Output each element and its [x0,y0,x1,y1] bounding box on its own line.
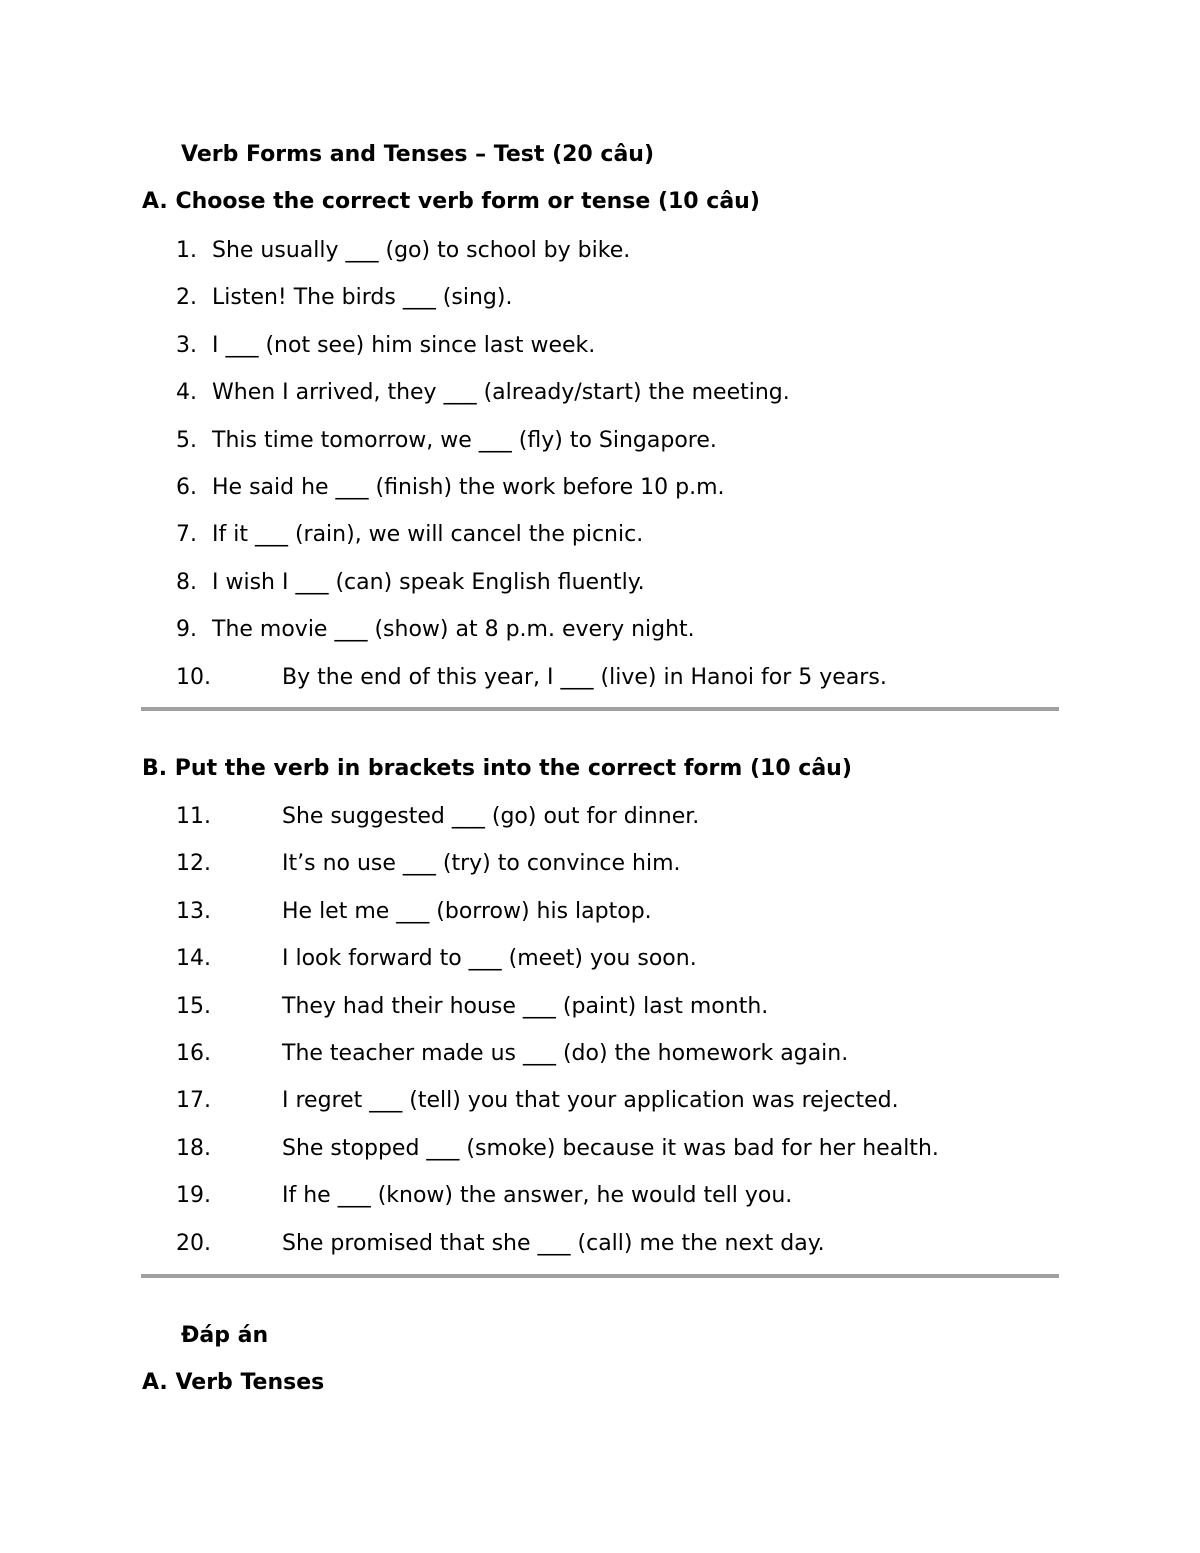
question-text: If it ___ (rain), we will cancel the picnic. [212,522,644,548]
question-number: 19. [176,1183,211,1209]
question-item [176,840,681,887]
question-number: 18. [176,1135,211,1161]
question-item [176,322,596,369]
section-b-heading: B. Put the verb in brackets into the correct form (10 câu) [142,756,852,781]
question-number: 15. [176,993,211,1019]
question-text: She promised that she ___ (call) me the next day. [282,1230,825,1256]
question-item [176,1172,793,1219]
question-text: She suggested ___ (go) out for dinner. [282,804,700,829]
question-number: 5. [176,427,197,453]
question-number: 14. [176,946,211,972]
question-item [176,935,697,982]
question-number: 7. [176,522,197,548]
question-item [176,793,700,840]
question-number: 3. [176,332,197,358]
question-number: 4. [176,380,197,406]
question-text: He said he ___ (finish) the work before 10 p.m. [212,474,725,500]
question-text: If he ___ (know) the answer, he would tell you. [282,1183,793,1209]
question-number: 11. [176,804,211,829]
section-b-question-list [176,793,939,1267]
question-text: The movie ___ (show) at 8 p.m. every night. [212,617,695,643]
question-text: He let me ___ (borrow) his laptop. [282,898,652,924]
section-a-question-list [176,227,887,701]
question-text: They had their house ___ (paint) last month. [282,993,769,1019]
question-item [176,1125,939,1172]
question-item [176,464,725,511]
question-text: I look forward to ___ (meet) you soon. [282,946,697,972]
question-number: 6. [176,474,197,500]
question-item [176,1077,899,1124]
page-title: Verb Forms and Tenses – Test (20 câu) [181,142,654,167]
question-number: 8. [176,569,197,595]
horizontal-rule [141,1274,1059,1278]
question-number: 13. [176,898,211,924]
question-item [176,369,790,416]
horizontal-rule [141,707,1059,711]
section-a-heading: A. Choose the correct verb form or tense (10 câu) [142,189,760,214]
question-text: I wish I ___ (can) speak English fluently. [212,569,645,595]
question-item [176,274,513,321]
question-text: When I arrived, they ___ (already/start) the meeting. [212,380,790,406]
question-text: The teacher made us ___ (do) the homework again. [282,1040,849,1066]
question-number: 16. [176,1040,211,1066]
question-number: 10. [176,664,211,690]
question-text: Listen! The birds ___ (sing). [212,285,513,311]
question-number: 9. [176,617,197,643]
question-item [176,654,887,701]
question-number: 12. [176,851,211,877]
question-text: By the end of this year, I ___ (live) in Hanoi for 5 years. [282,664,887,690]
answer-key-title: Đáp án [181,1323,269,1348]
question-item [176,888,652,935]
answer-section-a-heading: A. Verb Tenses [142,1370,325,1395]
question-item [176,1030,849,1077]
question-item [176,606,695,653]
question-number: 20. [176,1230,211,1256]
question-item [176,559,645,606]
question-text: I ___ (not see) him since last week. [212,332,596,358]
question-text: I regret ___ (tell) you that your application was rejected. [282,1088,899,1114]
question-text: It’s no use ___ (try) to convince him. [282,851,681,877]
question-item [176,983,769,1030]
question-number: 2. [176,285,197,311]
question-number: 1. [176,238,197,263]
question-item [176,417,717,464]
question-item [176,1220,825,1267]
question-number: 17. [176,1088,211,1114]
question-text: This time tomorrow, we ___ (fly) to Singapore. [212,427,717,453]
question-text: She usually ___ (go) to school by bike. [212,238,631,263]
question-item [176,227,631,274]
question-item [176,511,644,558]
question-text: She stopped ___ (smoke) because it was bad for her health. [282,1135,939,1161]
